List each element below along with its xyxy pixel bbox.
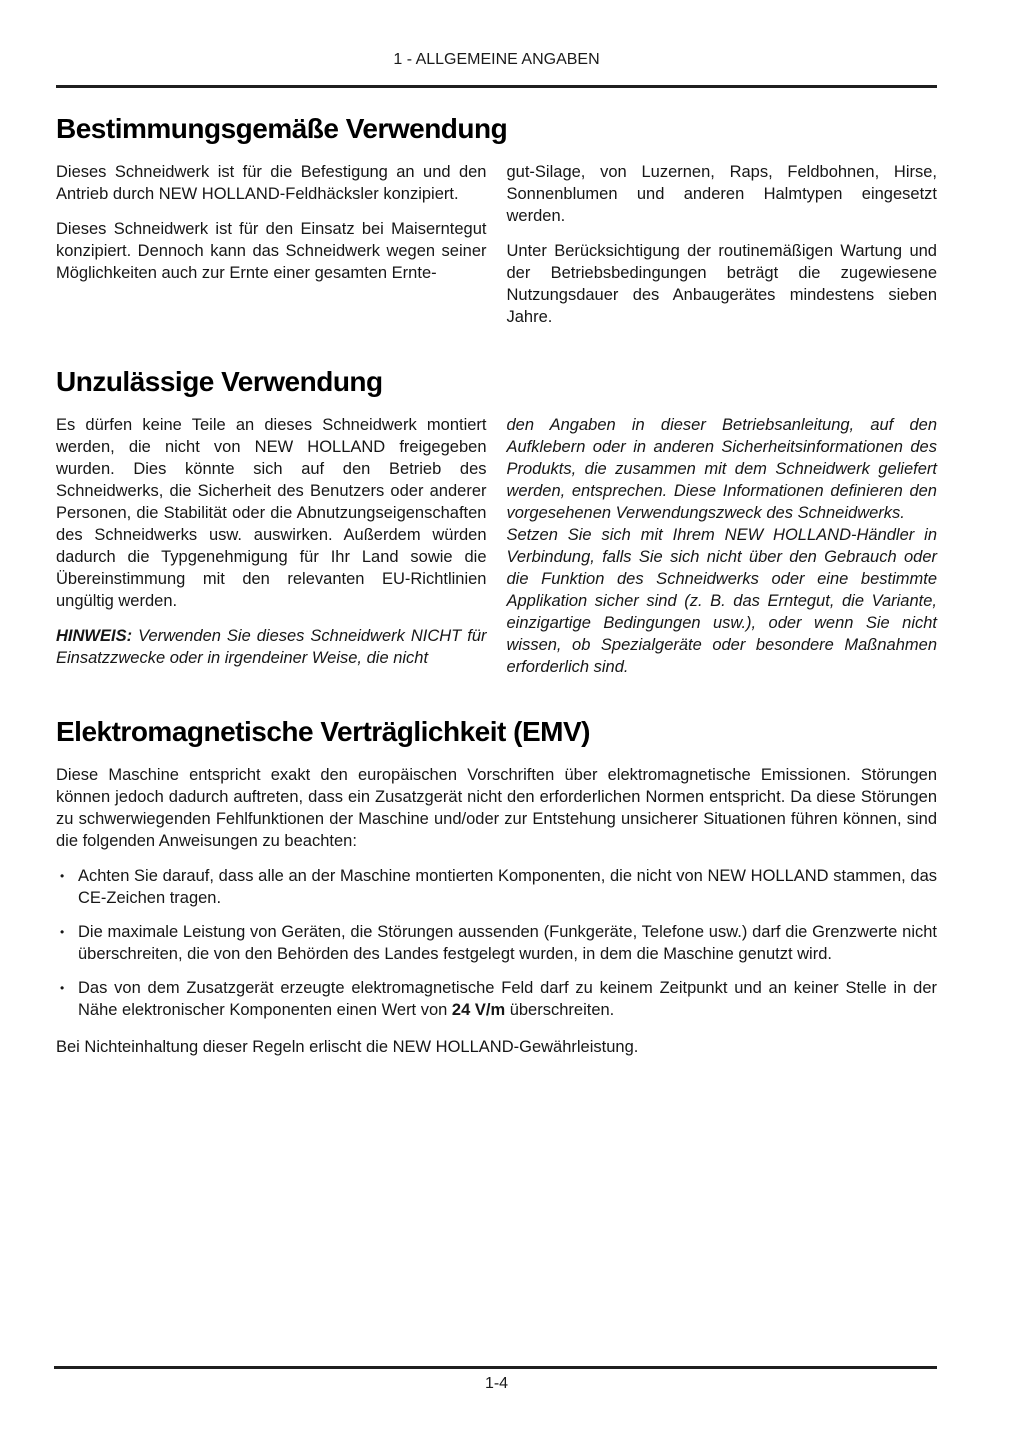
prohibited-use-column-left	[56, 414, 487, 691]
bullet-icon: •	[60, 869, 65, 883]
section-intended-use	[56, 112, 937, 341]
bullet-text: Die maximale Leistung von Geräten, die Störungen aussenden (Funkgeräte, Telefone usw.) darf die Grenzwerte nicht überschreiten, die von den Behörden des Landes festgelegt wurden, in dem die Maschine genutzt wird.	[78, 923, 937, 963]
section-title-prohibited-use: Unzulässige Verwendung	[56, 366, 383, 397]
bullet-text: Achten Sie darauf, dass alle an der Maschine montierten Komponenten, die nicht von NEW HOLLAND stammen, das CE-Zeichen tragen.	[78, 867, 937, 907]
note-text: Verwenden Sie dieses Schneidwerk NICHT für Einsatzzwecke oder in irgendeiner Weise, die nicht	[56, 627, 487, 667]
page-number: 1-4	[484, 1375, 509, 1392]
emc-limit-value: 24 V/m	[451, 1001, 506, 1019]
paragraph: Dieses Schneidwerk ist für die Befestigung an und den Antrieb durch NEW HOLLAND-Feldhäcksler konzipiert.	[56, 163, 487, 203]
section-title-intended-use: Bestimmungsgemäße Verwendung	[56, 113, 508, 144]
emc-intro-paragraph: Diese Maschine entspricht exakt den europäischen Vorschriften über elektromagnetische Emissionen. Störungen können jedoch dadurch auftreten, dass ein Zusatzgerät nicht den erforderlichen Normen entspricht. Da diese Störungen zu schwerwiegenden Fehlfunktionen der Maschine und/oder zur Entstehung unsicherer Situationen führen können, sind die folgenden Anweisungen zu beachten:	[56, 766, 937, 850]
paragraph: Dieses Schneidwerk ist für den Einsatz bei Maiserntegut konzipiert. Dennoch kann das Schneidwerk wegen seiner Möglichkeiten auch zur Ernte einer gesamten Ernte-	[56, 220, 487, 282]
intended-use-column-right	[507, 161, 938, 341]
paragraph: Unter Berücksichtigung der routinemäßigen Wartung und der Betriebsbedingungen beträgt die zugewiesene Nutzungsdauer des Anbaugerätes mindestens sieben Jahre.	[506, 242, 937, 326]
prohibited-use-column-right	[507, 414, 938, 691]
bullet-text	[78, 977, 937, 1021]
bullet-item	[56, 921, 937, 965]
paragraph: Es dürfen keine Teile an dieses Schneidwerk montiert werden, die nicht von NEW HOLLAND freigegeben wurden. Dies könnte sich auf den Betrieb des Schneidwerks, die Sicherheit des Benutzers oder anderer Personen, die Stabilität oder die Abnutzungseigenschaften des Schneidwerks usw. auswirken. Außerdem würden dadurch die Typgenehmigung für Ihr Land sowie die Übereinstimmung mit den relevanten EU-Richtlinien ungültig werden.	[56, 416, 487, 610]
section-title-emc: Elektromagnetische Verträglichkeit (EMV)	[56, 716, 590, 747]
emc-bullet-list	[56, 865, 937, 1021]
bullet-item	[56, 977, 937, 1021]
intended-use-column-left	[56, 161, 487, 341]
bullet-icon: •	[60, 981, 65, 995]
paragraph: Setzen Sie sich mit Ihrem NEW HOLLAND-Händler in Verbindung, falls Sie sich nicht über den Gebrauch oder die Funktion des Schneidwerks oder eine bestimmte Applikation sicher sind (z. B. das Erntegut, die Variante, einzigartige Bedingungen usw.), oder wenn Sie nicht wissen, ob Spezialgeräte oder besondere Maßnahmen erforderlich sind.	[506, 526, 937, 676]
emc-closing-paragraph: Bei Nichteinhaltung dieser Regeln erlischt die NEW HOLLAND-Gewährleistung.	[56, 1038, 639, 1056]
paragraph: den Angaben in dieser Betriebsanleitung, auf den Aufklebern oder in anderen Sicherheitsinformationen des Produkts, die zusammen mit dem Schneidwerk geliefert werden, entsprechen. Diese Informationen definieren den vorgesehenen Verwendungszweck des Schneidwerks.	[506, 416, 937, 522]
bullet-text-pre: Das von dem Zusatzgerät erzeugte elektromagnetische Feld darf zu keinem Zeitpunkt und an keiner Stelle in der Nähe elektronischer Komponenten einen Wert von	[78, 979, 937, 1019]
bullet-icon: •	[60, 925, 65, 939]
bullet-text-post: überschreiten.	[505, 1001, 615, 1019]
header-rule	[56, 85, 937, 88]
footer-rule	[54, 1366, 937, 1369]
paragraph: gut-Silage, von Luzernen, Raps, Feldbohnen, Hirse, Sonnenblumen und anderen Halmtypen eingesetzt werden.	[506, 163, 937, 225]
note-label: HINWEIS:	[56, 627, 133, 645]
section-emc	[56, 715, 937, 1058]
section-prohibited-use	[56, 365, 937, 691]
bullet-item	[56, 865, 937, 909]
note-paragraph	[56, 625, 487, 669]
page-header-title: 1 - ALLGEMEINE ANGABEN	[393, 51, 600, 68]
